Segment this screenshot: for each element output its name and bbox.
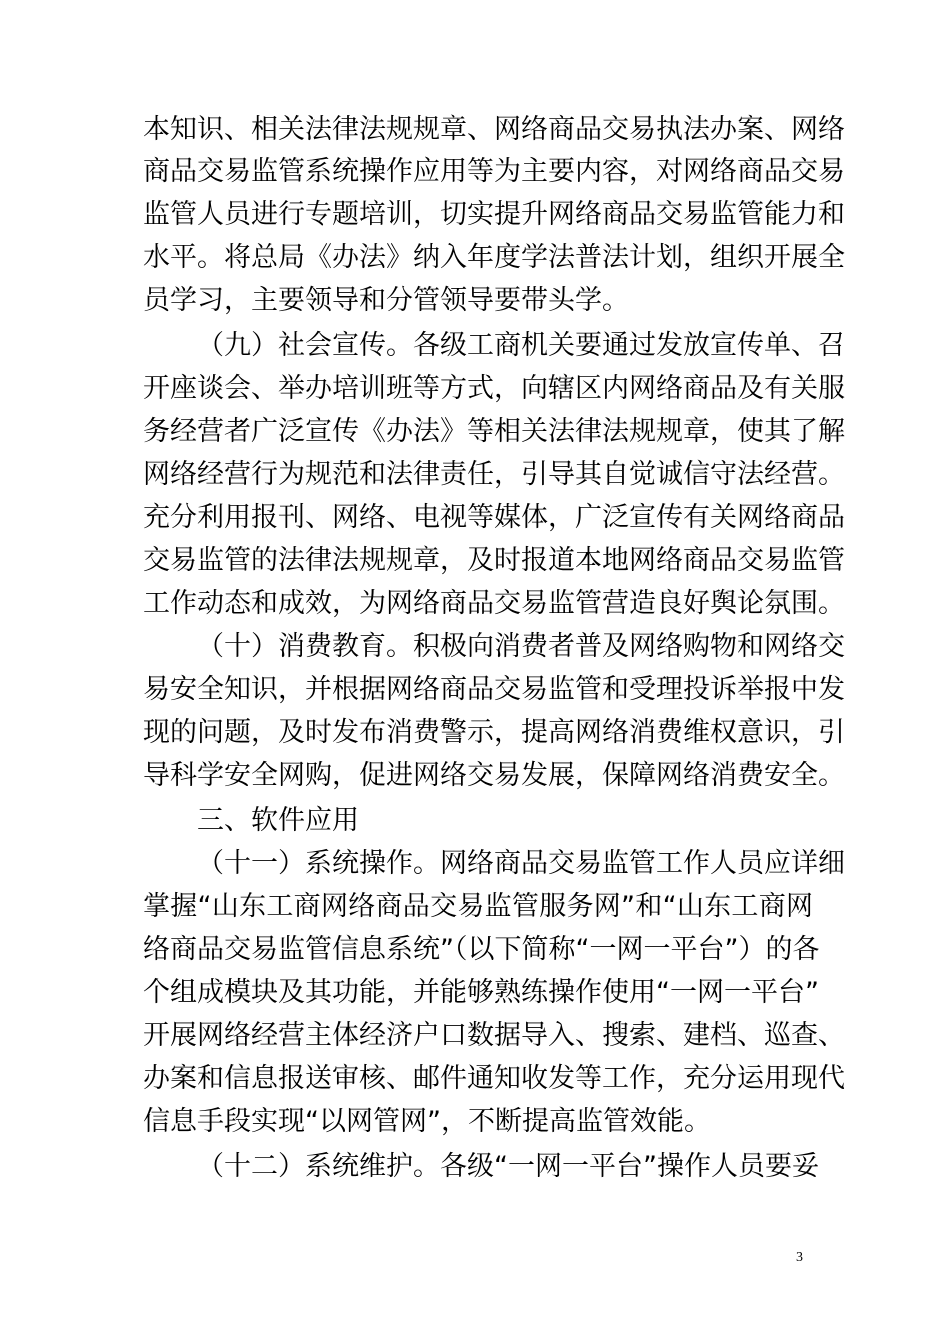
paragraph-start-line: （十一）系统操作。网络商品交易监管工作人员应详细 [197, 848, 845, 879]
text-line: 员学习，主要领导和分管领导要带头学。 [143, 285, 629, 316]
text-line: 现的问题，及时发布消费警示，提高网络消费维权意识，引 [143, 717, 845, 748]
text-line: 易安全知识，并根据网络商品交易监管和受理投诉举报中发 [143, 674, 845, 705]
text-line: 商品交易监管系统操作应用等为主要内容，对网络商品交易 [143, 156, 845, 187]
paragraph-start-line: （十二）系统维护。各级“一网一平台”操作人员要妥 [197, 1151, 819, 1182]
text-line: 务经营者广泛宣传《办法》等相关法律法规规章，使其了解 [143, 416, 845, 447]
text-line: 络商品交易监管信息系统”（以下简称“一网一平台”）的各 [143, 934, 820, 965]
text-line: 开展网络经营主体经济户口数据导入、搜索、建档、巡查、 [143, 1020, 845, 1051]
text-line: 掌握“山东工商网络商品交易监管服务网”和“山东工商网 [143, 891, 813, 922]
text-line: 水平。将总局《办法》纳入年度学法普法计划，组织开展全 [143, 242, 845, 273]
paragraph-start-line: （十）消费教育。积极向消费者普及网络购物和网络交 [197, 631, 845, 662]
text-line: 导科学安全网购，促进网络交易发展，保障网络消费安全。 [143, 760, 845, 791]
text-line: 网络经营行为规范和法律责任，引导其自觉诚信守法经营。 [143, 459, 845, 490]
text-line: 开座谈会、举办培训班等方式，向辖区内网络商品及有关服 [143, 373, 845, 404]
text-line: 监管人员进行专题培训，切实提升网络商品交易监管能力和 [143, 199, 845, 230]
text-line: 本知识、相关法律法规规章、网络商品交易执法办案、网络 [143, 114, 845, 145]
text-line: 工作动态和成效，为网络商品交易监管营造良好舆论氛围。 [143, 588, 845, 619]
text-line: 充分利用报刊、网络、电视等媒体，广泛宣传有关网络商品 [143, 502, 845, 533]
page-number: 3 [796, 1250, 803, 1265]
section-heading: 三、软件应用 [197, 805, 359, 836]
text-line: 交易监管的法律法规规章，及时报道本地网络商品交易监管 [143, 545, 845, 576]
text-line: 办案和信息报送审核、邮件通知收发等工作，充分运用现代 [143, 1063, 845, 1094]
text-line: 个组成模块及其功能，并能够熟练操作使用“一网一平台” [143, 977, 819, 1008]
text-line: 信息手段实现“以网管网”，不断提高监管效能。 [143, 1106, 711, 1137]
paragraph-start-line: （九）社会宣传。各级工商机关要通过发放宣传单、召 [197, 330, 845, 361]
